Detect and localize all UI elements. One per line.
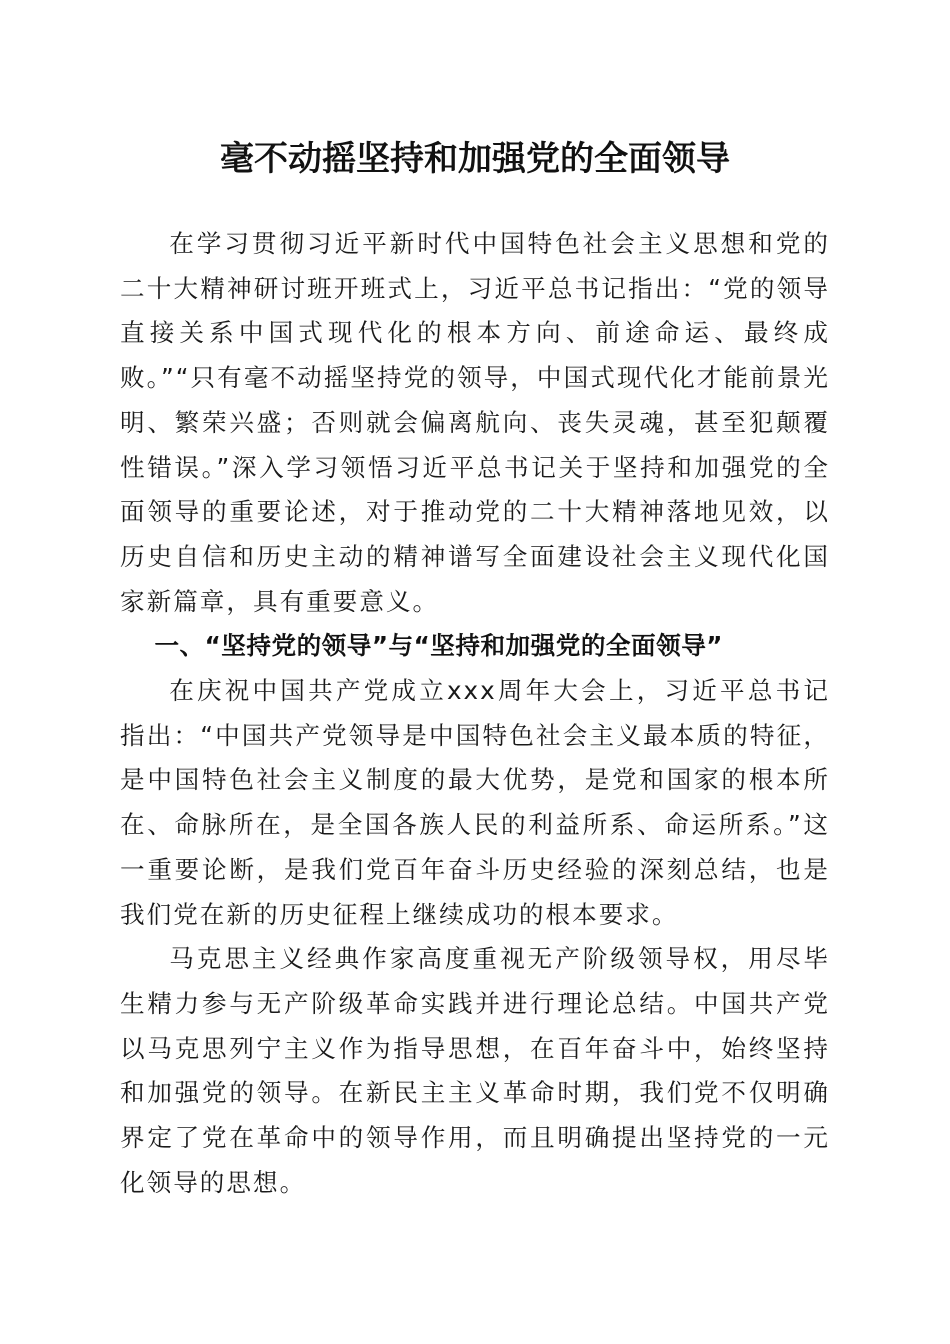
paragraph-history: 马克思主义经典作家高度重视无产阶级领导权，用尽毕生精力参与无产阶级革命实践并进行理论总结。中国共产党以马克思列宁主义作为指导思想，在百年奋斗中，始终坚持和加强党的领导。在新民主主义革命时期，我们党不仅明确界定了党在革命中的领导作用，而且明确提出坚持党的一元化领导的思想。 bbox=[120, 944, 830, 1197]
document-body bbox=[120, 222, 830, 1205]
paragraph-quote: 在庆祝中国共产党成立xxx周年大会上，习近平总书记指出：“中国共产党领导是中国特色社会主义最本质的特征，是中国特色社会主义制度的最大优势，是党和国家的根本所在、命脉所在，是全国各族人民的利益所系、命运所系。”这一重要论断，是我们党百年奋斗历史经验的深刻总结，也是我们党在新的历史征程上继续成功的根本要求。 bbox=[120, 676, 830, 929]
section-heading: 一、“坚持党的领导”与“坚持和加强党的全面领导” bbox=[154, 631, 723, 661]
document-title: 毫不动摇坚持和加强党的全面领导 bbox=[220, 139, 730, 179]
paragraph-intro: 在学习贯彻习近平新时代中国特色社会主义思想和党的二十大精神研讨班开班式上，习近平总书记指出：“党的领导直接关系中国式现代化的根本方向、前途命运、最终成败。”“只有毫不动摇坚持党的领导，中国式现代化才能前景光明、繁荣兴盛；否则就会偏离航向、丧失灵魂，甚至犯颠覆性错误。”深入学习领悟习近平总书记关于坚持和加强党的全面领导的重要论述，对于推动党的二十大精神落地见效，以历史自信和历史主动的精神谱写全面建设社会主义现代化国家新篇章，具有重要意义。 bbox=[120, 229, 830, 616]
